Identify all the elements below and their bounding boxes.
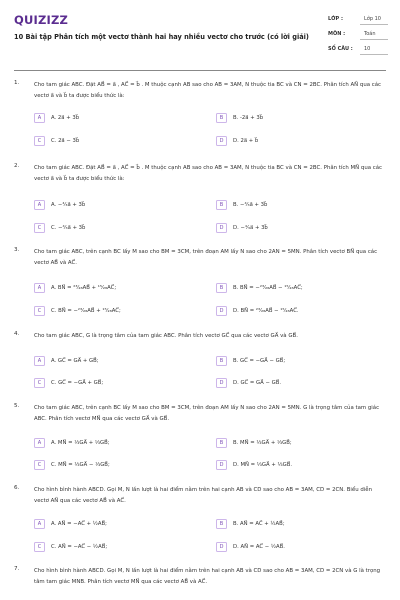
q1-option-b[interactable] [216, 112, 376, 124]
question-number: 7. [14, 566, 20, 572]
option-text: D. 2a⃗ + b⃗ [233, 138, 259, 144]
q2-option-b[interactable] [216, 199, 376, 211]
option-label: C [34, 542, 45, 552]
question-text: Cho hình bình hành ABCD. Gọi M, N lần lượt là hai điểm nằm trên hai cạnh AB và CD sao cho AB = 3AM, CD = 2CN. Biểu diễn vectơ AN⃗ qua các vectơ AB⃗ và AC⃗. [34, 487, 373, 504]
question-text: Cho tam giác ABC, trên cạnh BC lấy M sao cho BM = 3CM, trên đoạn AM lấy N sao cho 2AN = 5MN. Phân tích vectơ BN⃗ qua các vectơ AB⃗ và AC⃗. [34, 249, 378, 266]
option-text: C. 2a⃗ − 3b⃗ [51, 138, 80, 144]
option-label: B [216, 438, 227, 448]
q3-option-d[interactable] [216, 305, 376, 317]
option-label: C [34, 223, 45, 233]
option-label: D [216, 306, 227, 316]
option-text: D. −⁴⁄₃a⃗ + 3b⃗ [233, 225, 268, 231]
option-label: D [216, 460, 227, 470]
q4-option-c[interactable] [34, 377, 194, 389]
question-number: 4. [14, 331, 20, 337]
option-text: C. GC⃗ = −GA⃗ + GB⃗; [51, 380, 104, 386]
question-text: Cho tam giác ABC. Đặt AB⃗ = a⃗ , AC⃗ = b⃗ . M thuộc cạnh AB sao cho AB = 3AM, N thuộc tia BC và CN = 2BC. Phân tích AN⃗ qua các vectơ a⃗ và b⃗ ta được biểu thức là: [34, 82, 382, 99]
q4-option-d[interactable] [216, 377, 376, 389]
option-label: D [216, 223, 227, 233]
option-text: B. -2a⃗ + 3b⃗ [233, 115, 264, 121]
option-label: A [34, 283, 45, 293]
option-text: B. MN⃗ = ⅓GA⃗ + ⅓GB⃗; [233, 440, 292, 446]
option-label: C [34, 306, 45, 316]
question-text: Cho hình bình hành ABCD. Gọi M, N lần lượt là hai điểm nằm trên hai cạnh AB và CD sao cho AB = 3AM, CD = 2CN và G là trọng tâm tam giác MNB. Phân tích vectơ MN⃗ qua các vectơ AB⃗ và AC⃗. [34, 568, 381, 585]
option-label: B [216, 356, 227, 366]
option-text: B. GC⃗ = −GA⃗ − GB⃗; [233, 358, 286, 364]
q6-option-b[interactable] [216, 518, 376, 530]
question-number: 2. [14, 163, 20, 169]
q3-option-b[interactable] [216, 282, 376, 294]
meta-underline [360, 39, 388, 40]
option-text: A. AN⃗ = −AC⃗ + ½AB⃗; [51, 521, 107, 527]
q2-option-d[interactable] [216, 222, 376, 234]
q6-option-a[interactable] [34, 518, 194, 530]
option-label: A [34, 113, 45, 123]
question-number: 5. [14, 403, 20, 409]
meta-subject-key: MÔN : [328, 31, 346, 37]
q1-option-d[interactable] [216, 135, 376, 147]
option-label: D [216, 136, 227, 146]
meta-grade-value: Lớp 10 [364, 16, 381, 22]
option-text: A. BN⃗ = ²³⁄₂₈AB⃗ + ¹⁵⁄₂₈AC⃗; [51, 285, 117, 291]
option-label: D [216, 378, 227, 388]
option-label: A [34, 356, 45, 366]
option-text: C. BN⃗ = −²³⁄₂₈AB⃗ + ¹⁵⁄₂₈AC⃗; [51, 308, 121, 314]
option-label: C [34, 136, 45, 146]
meta-subject-value: Toán [364, 31, 376, 37]
option-label: D [216, 542, 227, 552]
q1-option-a[interactable] [34, 112, 194, 124]
q5-option-d[interactable] [216, 459, 376, 471]
option-text: D. GC⃗ = GA⃗ − GB⃗. [233, 380, 282, 386]
q6-option-c[interactable] [34, 541, 194, 553]
option-text: C. AN⃗ = −AC⃗ − ½AB⃗; [51, 544, 108, 550]
option-label: A [34, 519, 45, 529]
option-label: A [34, 200, 45, 210]
option-text: A. 2a⃗ + 3b⃗ [51, 115, 80, 121]
option-text: B. −⁴⁄₃a⃗ + 3b⃗ [233, 202, 268, 208]
q2-option-a[interactable] [34, 199, 194, 211]
option-label: A [34, 438, 45, 448]
document-title: 10 Bài tập Phân tích một vectơ thành hai hay nhiều vectơ cho trước (có lời giải) [14, 33, 309, 41]
question-number: 1. [14, 80, 20, 86]
quizizz-logo: QUIZIZZ [14, 13, 69, 27]
option-text: A. MN⃗ = ⅓GA⃗ + ⅓GB⃗; [51, 440, 110, 446]
q4-option-a[interactable] [34, 355, 194, 367]
meta-underline [360, 24, 388, 25]
question-text: Cho tam giác ABC, trên cạnh BC lấy M sao cho BM = 3CM, trên đoạn AM lấy N sao cho 2AN = 5MN. G là trọng tâm của tam giác ABC. Phân tích vectơ MN⃗ qua các vectơ GA⃗ và GB⃗. [34, 405, 380, 422]
question-text: Cho tam giác ABC. Đặt AB⃗ = a⃗ , AC⃗ = b⃗ . M thuộc cạnh AB sao cho AB = 3AM, N thuộc tia BC và CN = 2BC. Phân tích MN⃗ qua các vectơ a⃗ và b⃗ ta được biểu thức là: [34, 165, 382, 182]
question-number: 3. [14, 247, 20, 253]
q2-option-c[interactable] [34, 222, 194, 234]
q4-option-b[interactable] [216, 355, 376, 367]
meta-count-value: 10 [364, 46, 371, 52]
q3-option-a[interactable] [34, 282, 194, 294]
option-text: C. MN⃗ = ⅓GA⃗ − ⅓GB⃗; [51, 462, 110, 468]
option-text: C. −⁴⁄₃a⃗ + 3b⃗ [51, 225, 86, 231]
option-label: B [216, 113, 227, 123]
meta-grade-key: LỚP : [328, 16, 343, 22]
option-text: A. GC⃗ = GA⃗ + GB⃗; [51, 358, 99, 364]
option-text: A. −⁴⁄₃a⃗ + 3b⃗ [51, 202, 86, 208]
option-label: C [34, 460, 45, 470]
option-text: D. MN⃗ = ⅓GA⃗ + ⅓GB⃗. [233, 462, 293, 468]
q5-option-a[interactable] [34, 437, 194, 449]
option-text: D. AN⃗ = AC⃗ − ½AB⃗. [233, 544, 285, 550]
option-label: C [34, 378, 45, 388]
option-label: B [216, 519, 227, 529]
option-label: B [216, 283, 227, 293]
meta-underline [360, 54, 388, 55]
q6-option-d[interactable] [216, 541, 376, 553]
q1-option-c[interactable] [34, 135, 194, 147]
question-text: Cho tam giác ABC, G là trọng tâm của tam giác ABC. Phân tích vectơ GC⃗ qua các vectơ GA⃗ và GB⃗. [34, 333, 298, 339]
meta-count-key: SỐ CÂU : [328, 46, 353, 52]
q3-option-c[interactable] [34, 305, 194, 317]
option-text: B. AN⃗ = AC⃗ + ½AB⃗; [233, 521, 285, 527]
question-number: 6. [14, 485, 20, 491]
q5-option-b[interactable] [216, 437, 376, 449]
option-label: B [216, 200, 227, 210]
document-header [0, 0, 400, 66]
option-text: D. BN⃗ = ²³⁄₂₈AB⃗ − ¹⁵⁄₂₈AC⃗. [233, 308, 299, 314]
header-divider [14, 70, 386, 71]
option-text: B. BN⃗ = −²³⁄₂₈AB⃗ − ¹⁵⁄₂₈AC⃗; [233, 285, 303, 291]
q5-option-c[interactable] [34, 459, 194, 471]
